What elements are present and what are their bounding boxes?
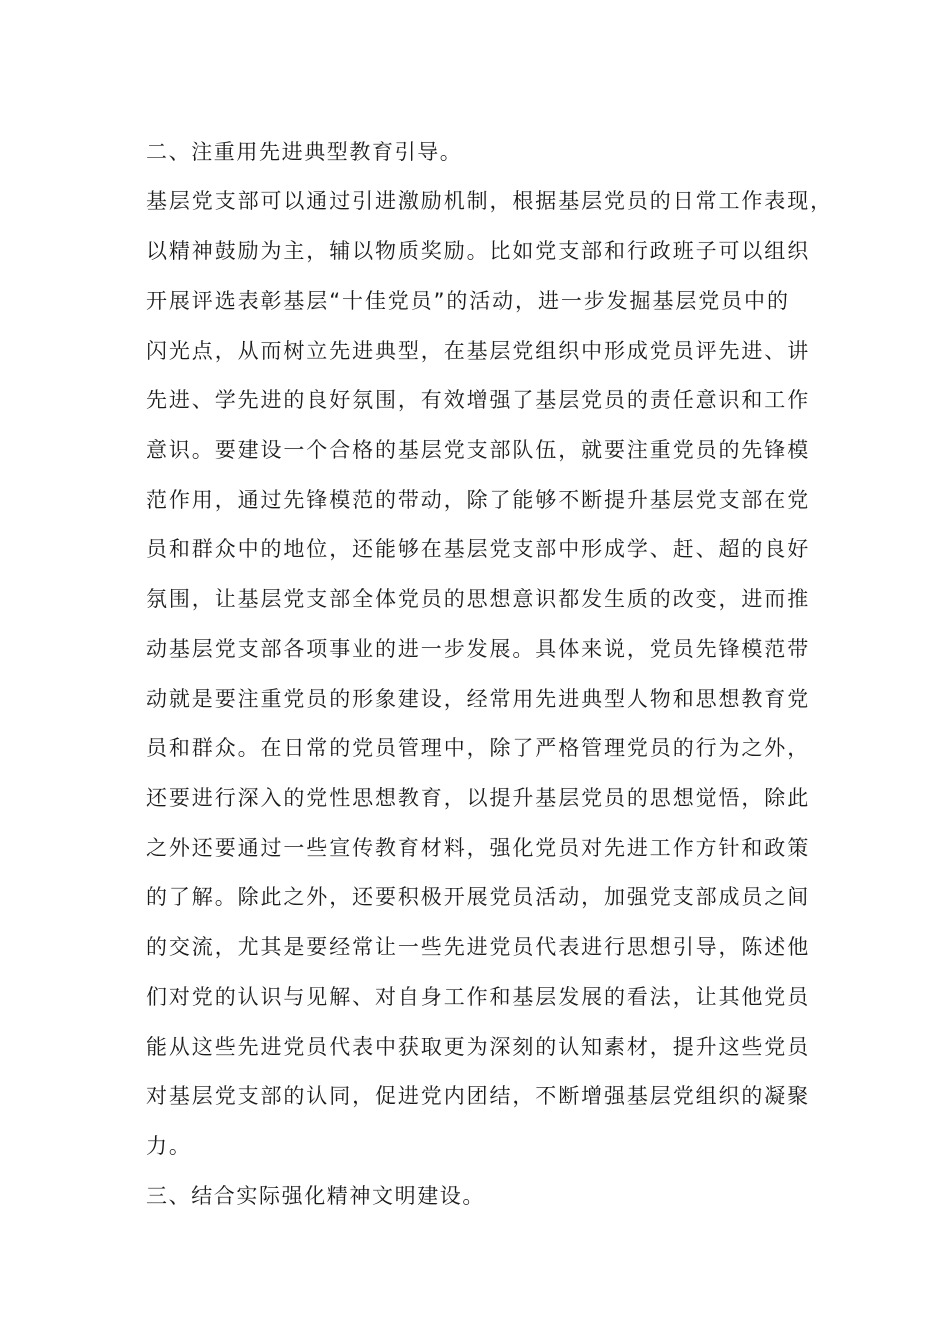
paragraph-line: 氛围，让基层党支部全体党员的思想意识都发生质的改变，进而推 — [146, 587, 811, 611]
paragraph-line: 们对党的认识与见解、对自身工作和基层发展的看法，让其他党员 — [146, 985, 811, 1009]
paragraph-line: 的交流，尤其是要经常让一些先进党员代表进行思想引导，陈述他 — [146, 935, 811, 959]
paragraph-line: 之外还要通过一些宣传教育材料，强化党员对先进工作方针和政策 — [146, 836, 811, 860]
paragraph-line: 动就是要注重党员的形象建设，经常用先进典型人物和思想教育党 — [146, 687, 811, 711]
paragraph-line: 员和群众。在日常的党员管理中，除了严格管理党员的行为之外， — [146, 736, 811, 760]
section-heading-two: 二、注重用先进典型教育引导。 — [146, 140, 463, 164]
paragraph-line: 先进、学先进的良好氛围，有效增强了基层党员的责任意识和工作 — [146, 388, 811, 412]
paragraph-line: 动基层党支部各项事业的进一步发展。具体来说，党员先锋模范带 — [146, 637, 811, 661]
paragraph-line: 员和群众中的地位，还能够在基层党支部中形成学、赶、超的良好 — [146, 537, 811, 561]
paragraph-line: 闪光点，从而树立先进典型，在基层党组织中形成党员评先进、讲 — [146, 339, 811, 363]
paragraph-line: 意识。要建设一个合格的基层党支部队伍，就要注重党员的先锋模 — [146, 438, 811, 462]
paragraph-line: 能从这些先进党员代表中获取更为深刻的认知素材，提升这些党员 — [146, 1035, 811, 1059]
section-heading-three: 三、结合实际强化精神文明建设。 — [146, 1184, 485, 1208]
paragraph-line: 基层党支部可以通过引进激励机制，根据基层党员的日常工作表现， — [146, 189, 833, 213]
paragraph-line: 对基层党支部的认同，促进党内团结，不断增强基层党组织的凝聚 — [146, 1084, 811, 1108]
paragraph-line: 范作用，通过先锋模范的带动，除了能够不断提升基层党支部在党 — [146, 488, 811, 512]
paragraph-line: 开展评选表彰基层“十佳党员”的活动，进一步发掘基层党员中的 — [146, 289, 790, 313]
paragraph-line: 的了解。除此之外，还要积极开展党员活动，加强党支部成员之间 — [146, 885, 811, 909]
paragraph-line: 力。 — [146, 1134, 192, 1158]
paragraph-line: 还要进行深入的党性思想教育，以提升基层党员的思想觉悟，除此 — [146, 786, 811, 810]
paragraph-line: 以精神鼓励为主，辅以物质奖励。比如党支部和行政班子可以组织 — [146, 239, 811, 263]
